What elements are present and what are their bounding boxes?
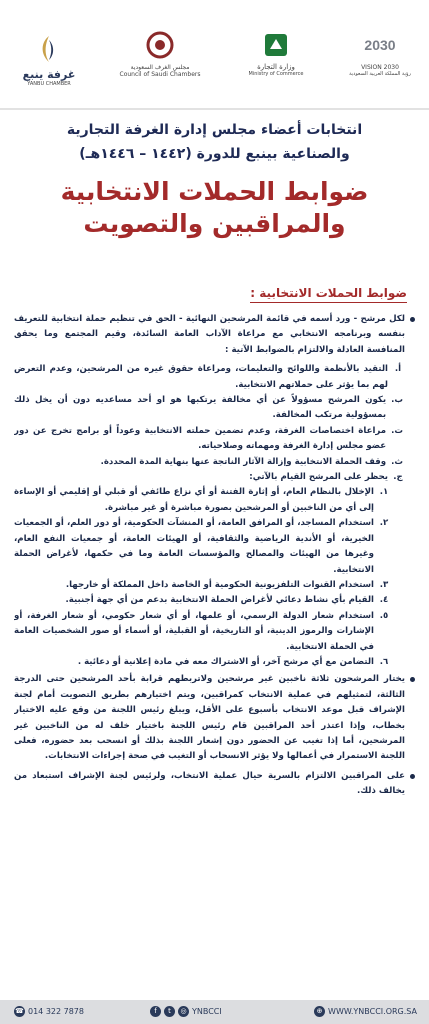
footer-social[interactable]	[150, 1006, 222, 1017]
page-title-line2: والمراقبين والتصويت	[83, 209, 346, 238]
vision-name: VISION 2030	[361, 64, 399, 71]
council-chambers-name: مجلس الغرف السعودية	[130, 64, 190, 71]
phone-icon: ☎	[15, 1007, 24, 1015]
observers-paragraph: يختار المرشحون ثلاثة ناخبين غير مرشحين ولاتربطهم قرابة بأحد المرشحين حتى الدرجة الثالثة، لتمثيلهم في عملية الانتخاب كمراقبين، ويتم اختيارهم بطريق التصويت أمام لجنة الإشراف قبل موعد الانتخاب بأسبوع على الأقل، ويبلغ رئيس اللجنة من وقع عليه الاختيار بخطاب، وإذا اعتذر أحد المراقبين قام رئيس اللجنة باختيار خلف له من الناخبين غير المرشحين، أما إذا تغيب عن الحضور دون إشعار اللجنة بذلك أو انسحب بعد حضوره، فعلى اللجنة الاستمرار في أعمالها ولا يؤثر الانسحاب أو التغيب في صحة إجراءات الانتخابات.	[14, 672, 415, 764]
social-handle: YNBCCI	[192, 1007, 222, 1016]
ministry-emblem	[261, 30, 291, 60]
rule-item: ج. يحظر على المرشح القيام بالآتي:	[249, 472, 403, 483]
election-subtitle-line1: انتخابات أعضاء مجلس إدارة الغرفة التجارية	[66, 122, 363, 138]
confidentiality-paragraph: على المراقبين الالتزام بالسرية حيال عملية الانتخاب، ولرئيس لجنة الإشراف استبعاد من يخالف ذلك.	[14, 769, 415, 800]
yanbu-chamber-caption: YANBU CHAMBER	[27, 81, 71, 87]
yanbu-chamber-name: غرفة ينبع	[22, 68, 76, 81]
rule-item: ث. وقف الحملة الانتخابية وإزالة الآثار الناتجة عنها بنهاية المدة المحددة.	[100, 456, 403, 467]
prohibited-item: ٣. استخدام القنوات التلفزيونية الحكومية أو الخاصة داخل المملكة أو خارجها.	[65, 579, 389, 590]
prohibited-item: ١. الإخلال بالنظام العام، أو إثارة الفتنة أو أي نزاع طائفي أو قبلي أو إقليمي أو الإساءة إلى أي من الناخبين أو المرشحين بصورة مباشرة أو غير مباشرة.	[14, 487, 389, 513]
vision-caption: رؤية المملكة العربية السعودية	[349, 71, 411, 77]
regulations-text	[14, 312, 415, 994]
council-chambers-caption: Council of Saudi Chambers	[119, 71, 201, 78]
twitter-icon: t	[164, 1006, 175, 1017]
yanbu-chamber-emblem	[34, 34, 64, 64]
page-title-line1: ضوابط الحملات الانتخابية	[60, 177, 369, 206]
rule-item: أ. التقيد بالأنظمة واللوائح والتعليمات، ومراعاة حقوق غيره من المرشحين، وعدم التعرض لهم بما يؤثر على حملاتهم الانتخابية.	[14, 364, 402, 390]
bullet-icon	[410, 677, 415, 682]
section-heading: ضوابط الحملات الانتخابية :	[250, 286, 407, 303]
title-block	[0, 118, 429, 268]
council-chambers-emblem	[145, 30, 175, 60]
phone-number: 014 322 7878	[28, 1007, 84, 1016]
prohibited-item: ٦. التضامن مع أي مرشح آخر، أو الاشتراك معه في مادة إعلانية أو دعائية .	[77, 656, 389, 667]
instagram-icon: ◎	[178, 1006, 189, 1017]
bullet-icon	[410, 774, 415, 779]
prohibited-item: ٢. استخدام المساجد، أو المرافق العامة، أو المنشآت الحكومية، أو دور العلم، أو الجمعيات الخيرية، أو الأندية الرياضية والثقافية، أو الهيئات العامة، أو جمعيات النفع العام، وغيرها من الهيئات والمصالح والمؤسسات العامة وما في حكمها، لأغراض الحملة الانتخابية.	[14, 518, 389, 575]
logo-bar	[0, 0, 429, 110]
election-subtitle-line2: والصناعية بينبع للدورة (١٤٤٢ – ١٤٤٦هـ)	[79, 146, 350, 162]
footer-phone[interactable]	[14, 1006, 84, 1017]
vision-2030-logo	[340, 30, 420, 78]
council-saudi-chambers-logo	[110, 30, 210, 78]
website-url: WWW.YNBCCI.ORG.SA	[328, 1007, 417, 1016]
prohibited-item: ٥. استخدام شعار الدولة الرسمي، أو علمها، أو أي شعار حكومي، أو شعار الغرفة، أو الإشارات والرموز الدينية، أو التاريخية، أو القبلية، أو أسماء أو صور الشخصيات العامة في الحملة الانتخابية.	[14, 610, 389, 652]
ministry-of-commerce-logo	[226, 30, 326, 78]
globe-icon: ⊕	[314, 1006, 325, 1017]
content-panel	[0, 280, 429, 1000]
rule-item: ت. مراعاة اختصاصات الغرفة، وعدم تضمين حملته الانتخابية وعوداً أو برامج تخرج عن دور عضو مجلس إدارة الغرفة ومهماته وصلاحياته.	[14, 425, 403, 452]
footer-website[interactable]	[314, 1006, 417, 1017]
rule-item: ب. يكون المرشح مسؤولاً عن أي مخالفة يرتكبها هو او أحد مساعديه دون أن يخل ذلك بمسؤولية مرتكب المخالفة.	[14, 395, 403, 421]
svg-text:2030: 2030	[364, 37, 396, 53]
ministry-caption: Ministry of Commerce	[248, 71, 304, 77]
bullet-icon	[410, 317, 415, 322]
vision-2030-emblem	[345, 30, 415, 60]
footer-bar	[0, 1000, 429, 1024]
intro-paragraph: لكل مرشح - ورد أسمه في قائمة المرشحين النهائية - الحق في تنظيم حملة انتخابية للتعريف بنفسه وبرنامجه الانتخابي مع مراعاة الآداب العامة السائدة، وقيم المجتمع وما يحقق المنافسة العادلة والالتزام بالضوابط الآتية :	[14, 312, 415, 358]
ministry-name: وزارة التجارة	[257, 63, 295, 71]
prohibited-item: ٤. القيام بأي نشاط دعائي لأغراض الحملة الانتخابية بدعم من أي جهة أجنبية.	[65, 595, 389, 606]
yanbu-chamber-logo	[14, 34, 84, 88]
facebook-icon: f	[150, 1006, 161, 1017]
